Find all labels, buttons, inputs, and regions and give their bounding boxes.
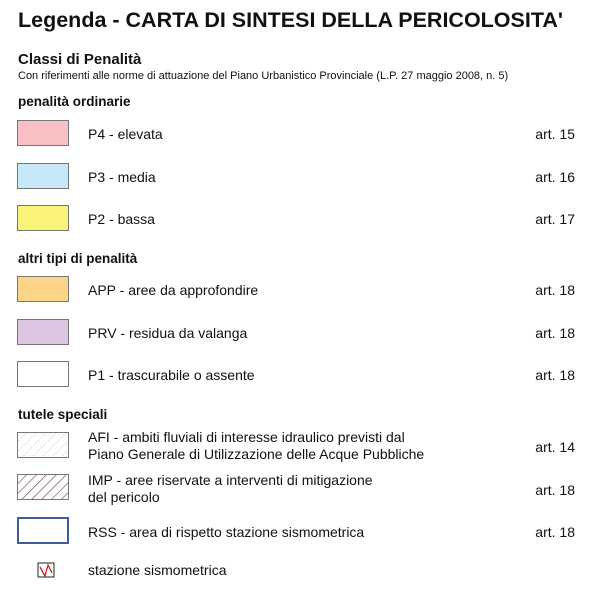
art-p2: art. 17: [535, 211, 575, 227]
swatch-p2: [17, 205, 69, 231]
label-prv: PRV - residua da valanga: [88, 325, 248, 341]
art-rss: art. 18: [535, 524, 575, 540]
classes-heading: Classi di Penalità: [18, 51, 142, 68]
label-afi-line1: AFI - ambiti fluviali di interesse idraulico previsti dal: [88, 429, 405, 445]
seismic-station-icon: [37, 562, 55, 578]
art-afi: art. 14: [535, 439, 575, 455]
label-afi: [88, 429, 424, 463]
swatch-p4: [17, 120, 69, 146]
swatch-p3: [17, 163, 69, 189]
art-prv: art. 18: [535, 325, 575, 341]
label-imp: [88, 472, 373, 506]
section-altri: altri tipi di penalità: [18, 251, 138, 266]
swatch-imp: [17, 474, 69, 500]
section-tutele: tutele speciali: [18, 407, 108, 422]
label-rss: RSS - area di rispetto stazione sismometrica: [88, 524, 365, 540]
label-p2: P2 - bassa: [88, 211, 155, 227]
art-app: art. 18: [535, 282, 575, 298]
norms-note: Con riferimenti alle norme di attuazione del Piano Urbanistico Provinciale (L.P. 27 maggio 2008, n. 5): [18, 70, 509, 82]
section-ordinarie: penalità ordinarie: [18, 94, 131, 109]
art-imp: art. 18: [535, 482, 575, 498]
art-p3: art. 16: [535, 169, 575, 185]
swatch-app: [17, 276, 69, 302]
label-imp-line1: IMP - aree riservate a interventi di mitigazione: [88, 472, 373, 488]
label-seismic-station: stazione sismometrica: [88, 562, 227, 578]
swatch-rss: [17, 517, 69, 544]
art-p1: art. 18: [535, 367, 575, 383]
swatch-prv: [17, 319, 69, 345]
swatch-afi: [17, 432, 69, 458]
swatch-p1: [17, 361, 69, 387]
label-app: APP - aree da approfondire: [88, 282, 259, 298]
art-p4: art. 15: [535, 126, 575, 142]
label-imp-line2: del pericolo: [88, 489, 160, 505]
legend-title: Legenda - CARTA DI SINTESI DELLA PERICOLOSITA': [18, 8, 564, 32]
label-p4: P4 - elevata: [88, 126, 163, 142]
label-p3: P3 - media: [88, 169, 156, 185]
label-p1: P1 - trascurabile o assente: [88, 367, 255, 383]
label-afi-line2: Piano Generale di Utilizzazione delle Acque Pubbliche: [88, 446, 425, 462]
